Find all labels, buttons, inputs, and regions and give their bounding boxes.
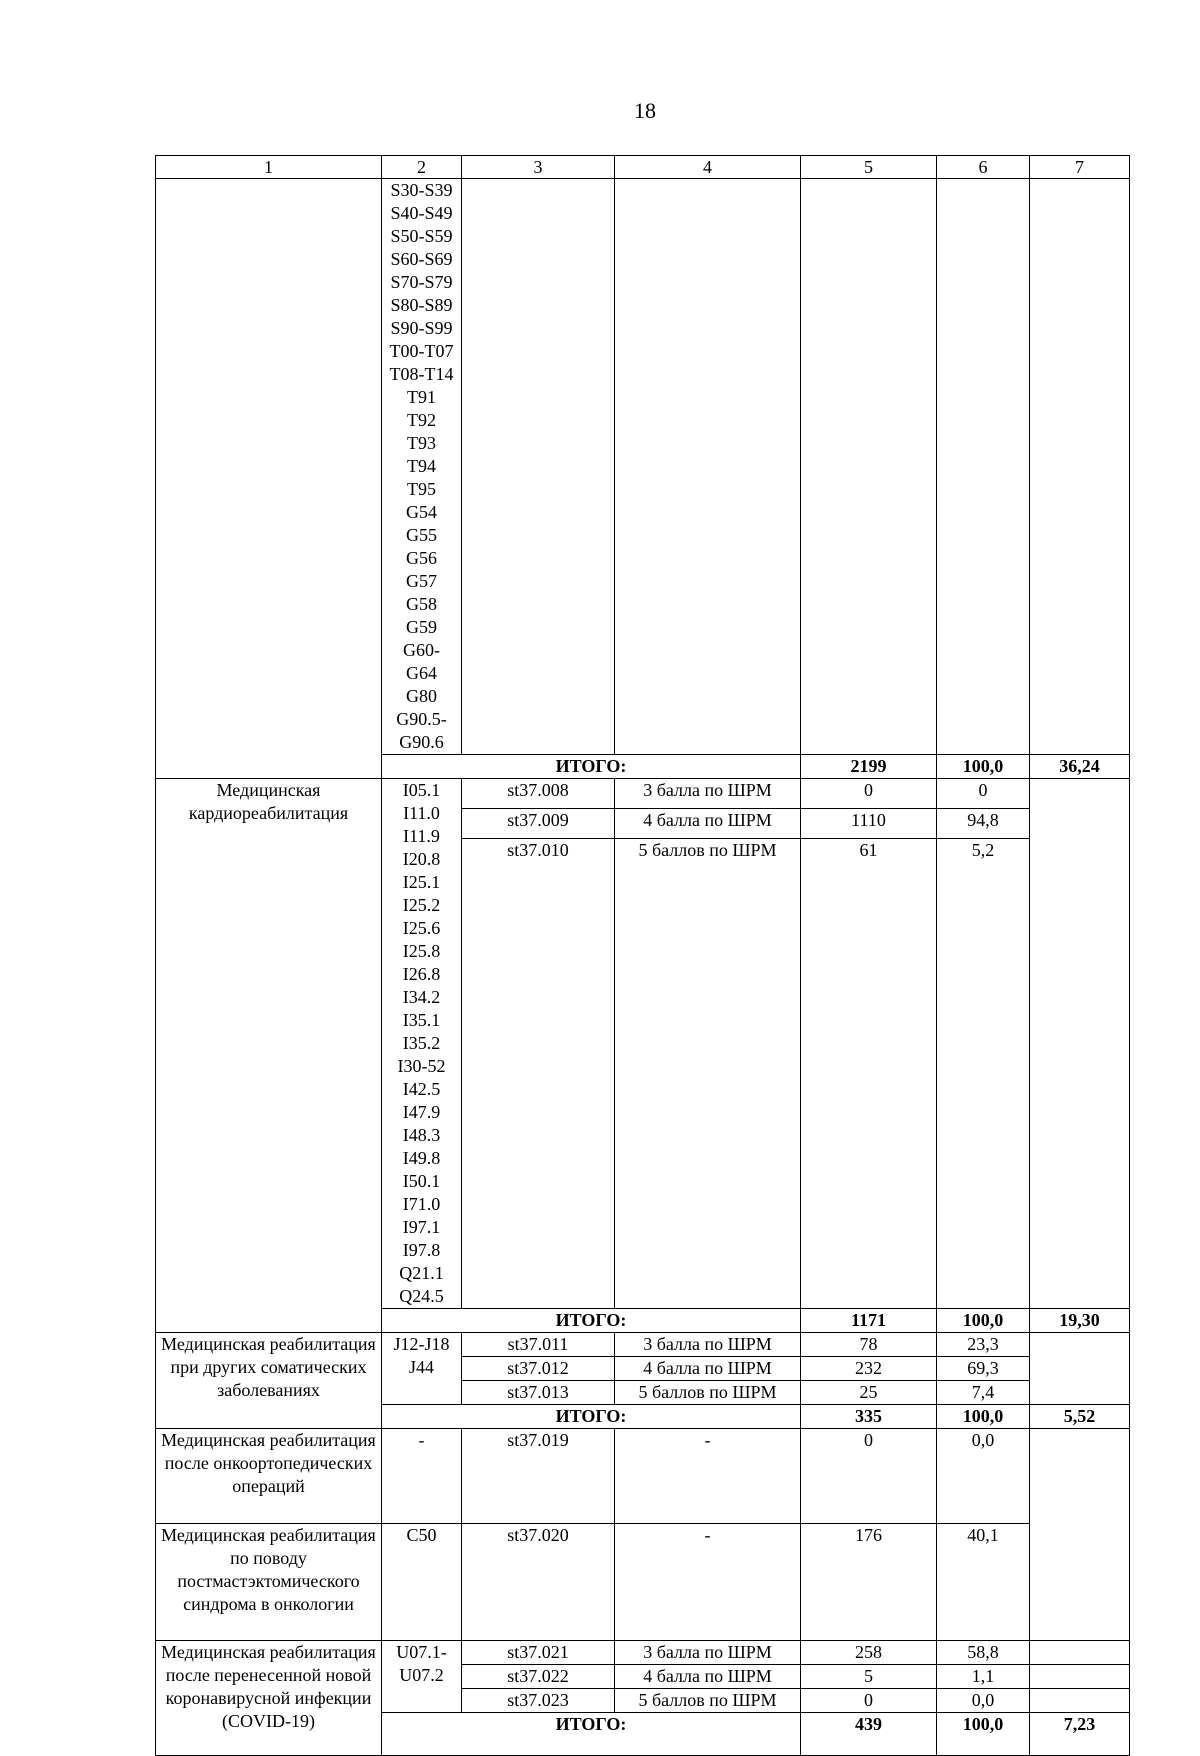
- total-count: 2199: [801, 755, 937, 779]
- percent: 0: [937, 779, 1030, 809]
- diagnosis-codes: -: [382, 1429, 462, 1524]
- count: 61: [801, 838, 937, 1308]
- description: 4 балла по ШРМ: [615, 1665, 801, 1689]
- table-row: [156, 179, 1130, 755]
- share-cell: [1030, 1665, 1130, 1689]
- count: 5: [801, 1665, 937, 1689]
- share-cell: [1030, 179, 1130, 755]
- diagnosis-codes: I05.1 I11.0 I11.9 I20.8 I25.1 I25.2 I25.6 I25.8 I26.8 I34.2 I35.1 I35.2 I30-52 I42.5 I47.9 I48.3 I49.8 I50.1 I71.0 I97.1 I97.8 Q21.1 Q24.5: [382, 779, 462, 1309]
- total-share: 5,52: [1030, 1405, 1130, 1429]
- percent: 0,0: [937, 1689, 1030, 1713]
- total-label: ИТОГО:: [382, 1713, 801, 1756]
- header-row: [156, 156, 1130, 179]
- group-name: Медицинская реабилитация после онкоортопедических операций: [156, 1429, 382, 1524]
- total-share: 7,23: [1030, 1713, 1130, 1756]
- total-count: 1171: [801, 1309, 937, 1333]
- percent: 69,3: [937, 1357, 1030, 1381]
- description: 4 балла по ШРМ: [615, 808, 801, 838]
- ksg-code: st37.023: [462, 1689, 615, 1713]
- header-cell: 4: [615, 156, 801, 179]
- share-cell: [1030, 1429, 1130, 1641]
- header-cell: 2: [382, 156, 462, 179]
- ksg-code-cell: [462, 179, 615, 755]
- total-percent: 100,0: [937, 1405, 1030, 1429]
- description: -: [615, 1429, 801, 1524]
- share-cell: [1030, 1333, 1130, 1405]
- total-percent: 100,0: [937, 1713, 1030, 1756]
- share-cell: [1030, 779, 1130, 1309]
- header-cell: 1: [156, 156, 382, 179]
- ksg-code: st37.020: [462, 1524, 615, 1641]
- count: 232: [801, 1357, 937, 1381]
- diagnosis-codes: S30-S39 S40-S49 S50-S59 S60-S69 S70-S79 S80-S89 S90-S99 T00-T07 T08-T14 T91 T92 T93 T94 T95 G54 G55 G56 G57 G58 G59 G60- G64 G80 G90.5- G90.6: [382, 179, 462, 755]
- total-percent: 100,0: [937, 1309, 1030, 1333]
- ksg-code: st37.011: [462, 1333, 615, 1357]
- count: 0: [801, 1429, 937, 1524]
- count: 25: [801, 1381, 937, 1405]
- description: 5 баллов по ШРМ: [615, 838, 801, 1308]
- ksg-code: st37.008: [462, 779, 615, 809]
- group-name-cell: [156, 179, 382, 779]
- group-name: Медицинская кардиореабилитация: [156, 779, 382, 1333]
- total-label: ИТОГО:: [382, 1309, 801, 1333]
- percent: 40,1: [937, 1524, 1030, 1641]
- table-row: [156, 1333, 1130, 1357]
- count: 258: [801, 1641, 937, 1665]
- percent: 23,3: [937, 1333, 1030, 1357]
- count: 0: [801, 779, 937, 809]
- ksg-code: st37.021: [462, 1641, 615, 1665]
- total-percent: 100,0: [937, 755, 1030, 779]
- count: 1110: [801, 808, 937, 838]
- total-share: 36,24: [1030, 755, 1130, 779]
- description: 3 балла по ШРМ: [615, 1333, 801, 1357]
- description: 3 балла по ШРМ: [615, 1641, 801, 1665]
- description: 4 балла по ШРМ: [615, 1357, 801, 1381]
- ksg-code: st37.010: [462, 838, 615, 1308]
- group-name: Медицинская реабилитация при других соматических заболеваниях: [156, 1333, 382, 1429]
- percent: 94,8: [937, 808, 1030, 838]
- table-row: [156, 1429, 1130, 1524]
- header-cell: 6: [937, 156, 1030, 179]
- count: 176: [801, 1524, 937, 1641]
- percent-cell: [937, 179, 1030, 755]
- total-label: ИТОГО:: [382, 755, 801, 779]
- table-row: [156, 1524, 1130, 1641]
- description: -: [615, 1524, 801, 1641]
- percent: 58,8: [937, 1641, 1030, 1665]
- description: 5 баллов по ШРМ: [615, 1381, 801, 1405]
- page-number: 18: [634, 98, 656, 123]
- share-cell: [1030, 1689, 1130, 1713]
- total-count: 439: [801, 1713, 937, 1756]
- percent: 1,1: [937, 1665, 1030, 1689]
- count: 0: [801, 1689, 937, 1713]
- ksg-code: st37.019: [462, 1429, 615, 1524]
- header-cell: 7: [1030, 156, 1130, 179]
- percent: 5,2: [937, 838, 1030, 1308]
- description: 3 балла по ШРМ: [615, 779, 801, 809]
- count-cell: [801, 179, 937, 755]
- diagnosis-codes: J12-J18 J44: [382, 1333, 462, 1405]
- ksg-code: st37.013: [462, 1381, 615, 1405]
- group-name: Медицинская реабилитация по поводу постмастэктомического синдрома в онкологии: [156, 1524, 382, 1641]
- diagnosis-codes: U07.1- U07.2: [382, 1641, 462, 1713]
- table-row: [156, 1641, 1130, 1665]
- description: 5 баллов по ШРМ: [615, 1689, 801, 1713]
- group-name: Медицинская реабилитация после перенесенной новой коронавирусной инфекции (COVID-19): [156, 1641, 382, 1756]
- ksg-code: st37.009: [462, 808, 615, 838]
- rehabilitation-table: [155, 155, 1130, 1756]
- count: 78: [801, 1333, 937, 1357]
- ksg-code: st37.022: [462, 1665, 615, 1689]
- header-cell: 5: [801, 156, 937, 179]
- table-row: [156, 779, 1130, 809]
- description-cell: [615, 179, 801, 755]
- ksg-code: st37.012: [462, 1357, 615, 1381]
- total-count: 335: [801, 1405, 937, 1429]
- header-cell: 3: [462, 156, 615, 179]
- share-cell: [1030, 1641, 1130, 1665]
- total-share: 19,30: [1030, 1309, 1130, 1333]
- percent: 0,0: [937, 1429, 1030, 1524]
- percent: 7,4: [937, 1381, 1030, 1405]
- diagnosis-codes: C50: [382, 1524, 462, 1641]
- total-label: ИТОГО:: [382, 1405, 801, 1429]
